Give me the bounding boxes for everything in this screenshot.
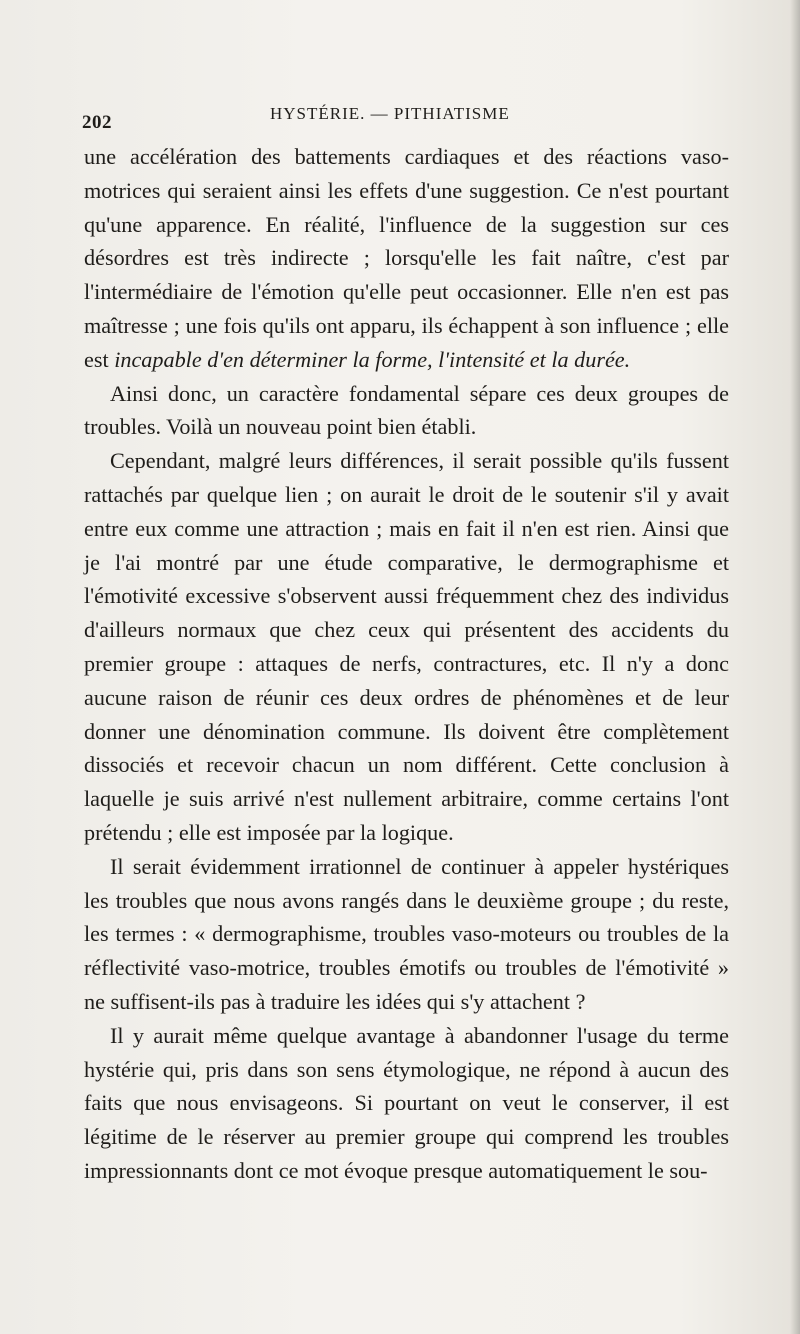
paragraph: Il serait évidemment irrationnel de continuer à appeler hystériques les troubles que nous avons rangés dans le deuxième groupe ; du reste, les termes : « dermographisme, troubles vaso-moteurs ou troubles de la réflectivité vaso-motrice, troubles émotifs ou troubles de l'émotivité » ne suffisent-ils pas à traduire les idées qui s'y attachent ? [84, 853, 729, 1014]
page-number: 202 [82, 112, 112, 133]
paragraph: Cependant, malgré leurs différences, il serait possible qu'ils fussent rattachés par quelque lien ; on aurait le droit de le soutenir s'il y avait entre eux comme une attraction ; mais en fait il n'en est rien. Ainsi que je l'ai montré par une étude comparative, le dermographisme et l'émotivité excessive s'observent aussi fréquemment chez des individus d'ailleurs normaux que chez ceux qui présentent des accidents du premier groupe : attaques de nerfs, contractures, etc. Il n'y a donc aucune raison de réunir ces deux ordres de phénomènes et de leur donner une dénomination commune. Ils doivent être complètement dissociés et recevoir chacun un nom différent. Cette conclusion à laquelle je suis arrivé n'est nullement arbitraire, comme certains l'ont prétendu ; elle est imposée par la logique. [84, 448, 729, 845]
paragraph-continued [84, 140, 729, 377]
running-title: HYSTÉRIE. — PITHIATISME [270, 104, 510, 123]
paragraph-text: une accélération des battements cardiaques et des réactions vaso-motrices qui seraient ainsi les effets d'une suggestion. Ce n'est pourtant qu'une apparence. En réalité, l'influence de la suggestion sur ces désordres est très indirecte ; lorsqu'elle les fait naître, c'est par l'intermédiaire de l'émotion qu'elle peut occasionner. Elle n'en est pas maîtresse ; une fois qu'ils ont apparu, ils échappent à son influence ; elle est [84, 144, 729, 372]
body-text [84, 140, 729, 1188]
paragraph: Il y aurait même quelque avantage à abandonner l'usage du terme hystérie qui, pris dans son sens étymologique, ne répond à aucun des faits que nous envisageons. Si pourtant on veut le conserver, il est légitime de le réserver au premier groupe qui comprend les troubles impressionnants dont ce mot évoque presque automatiquement le sou- [84, 1022, 729, 1183]
italic-phrase: incapable d'en déterminer la forme, l'intensité et la durée. [114, 346, 631, 372]
page-header [82, 100, 730, 134]
paragraph: Ainsi donc, un caractère fondamental sépare ces deux groupes de troubles. Voilà un nouveau point bien établi. [84, 380, 729, 440]
